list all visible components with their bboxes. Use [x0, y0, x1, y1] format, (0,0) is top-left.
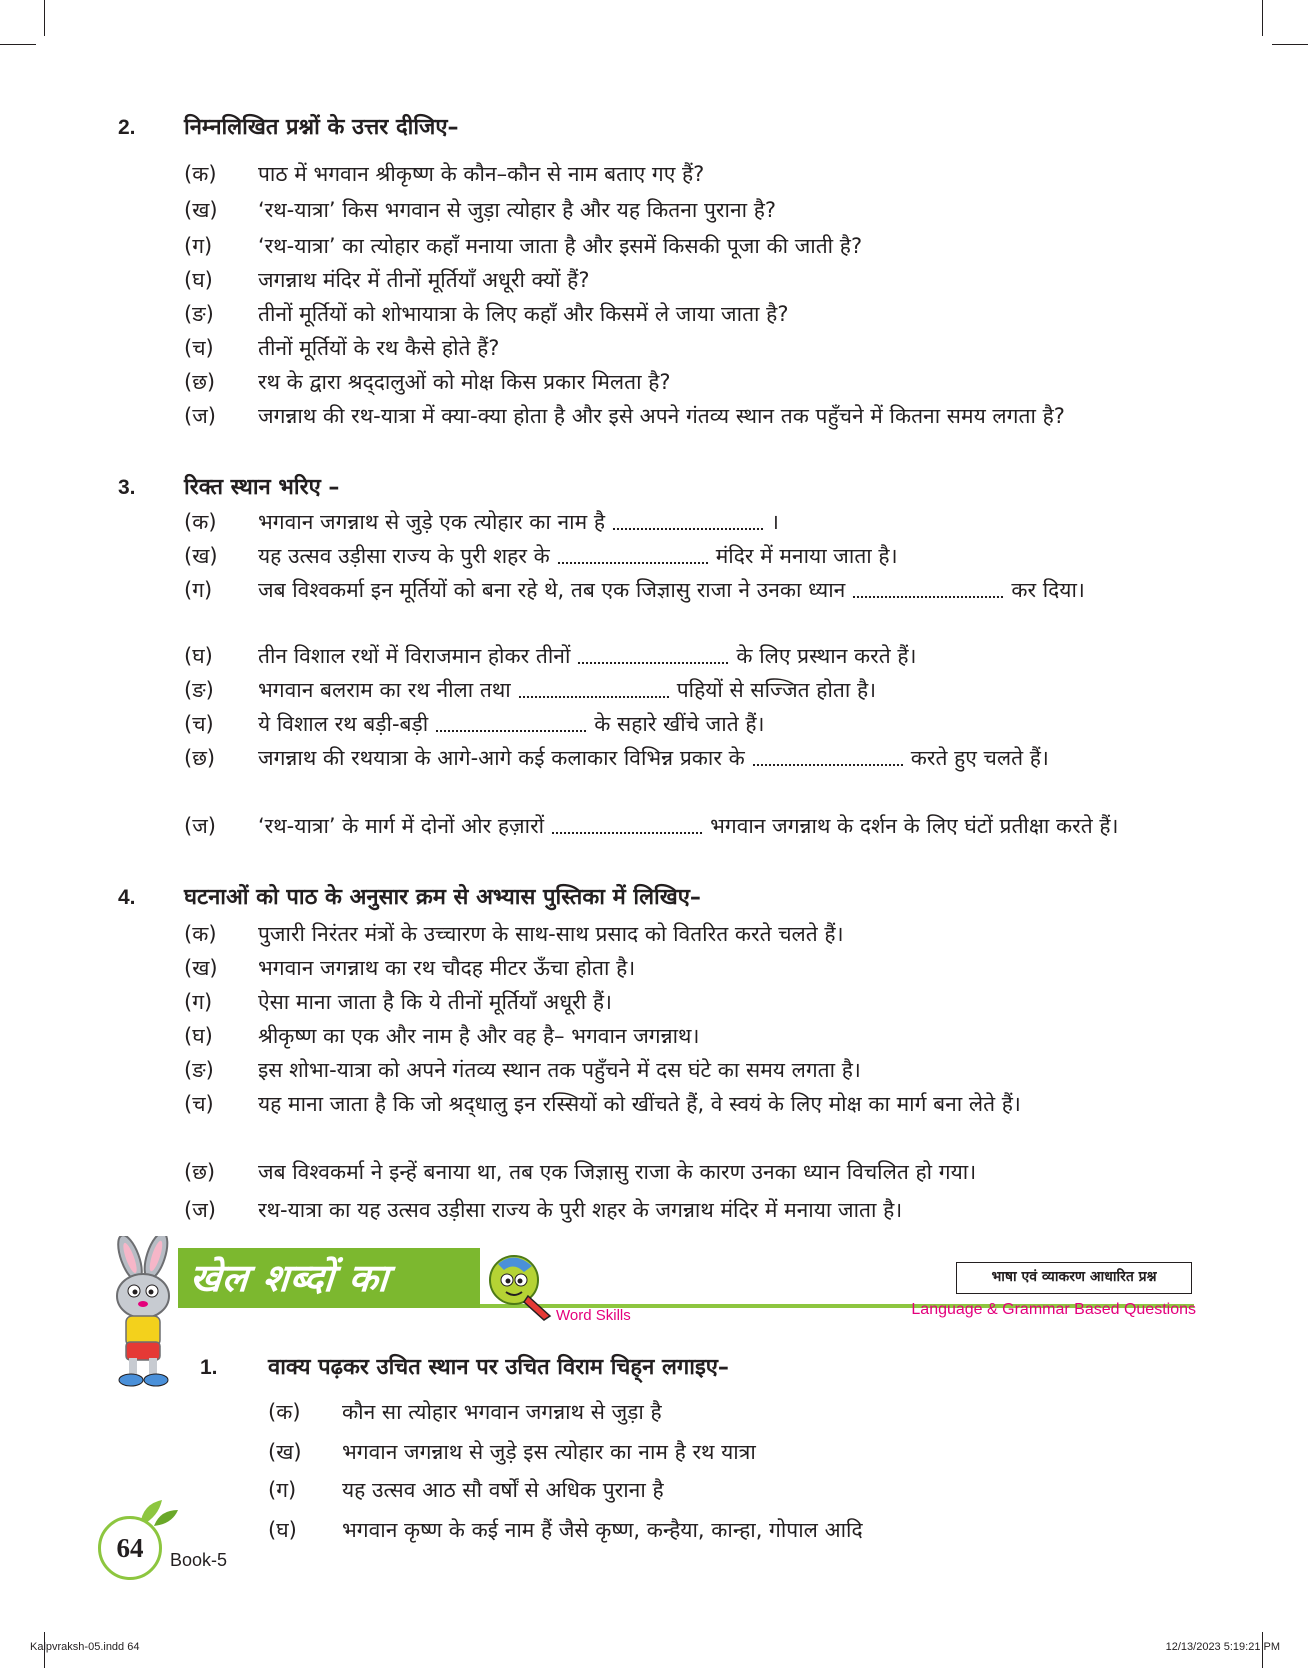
question-text: ऐसा माना जाता है कि ये तीनों मूर्तियाँ अधूरी हैं।	[258, 990, 612, 1014]
question-text: रथ के द्वारा श्रद्‌दालुओं को मोक्ष किस प्रकार मिलता है?	[258, 370, 671, 394]
question-text: जब विश्वकर्मा ने इन्हें बनाया था, तब एक जिज्ञासु राजा के कारण उनका ध्यान विचलित हो गया।	[258, 1160, 977, 1184]
section-number: 3.	[118, 476, 136, 499]
section-title: घटनाओं को पाठ के अनुसार क्रम से अभ्यास पुस्तिका में लिखिए–	[184, 885, 701, 910]
blank-line	[753, 752, 903, 766]
text-before: जब विश्वकर्मा इन मूर्तियों को बना रहे थे, तब एक जिज्ञासु राजा ने उनका ध्यान	[258, 578, 846, 602]
print-slug-date: 12/13/2023 5:19:21 PM	[1165, 1641, 1280, 1653]
question-label: (ज)	[184, 1198, 216, 1222]
question-label: (ज)	[184, 814, 216, 838]
text-after: के सहारे खींचे जाते हैं।	[594, 712, 765, 736]
grammar-tag-hindi: भाषा एवं व्याकरण आधारित प्रश्न	[956, 1262, 1192, 1294]
section-number: 4.	[118, 886, 136, 909]
crop-mark	[0, 44, 36, 45]
blank-line	[519, 684, 669, 698]
text-after: करते हुए चलते हैं।	[910, 746, 1049, 770]
question-text	[258, 540, 1193, 572]
question-label: (घ)	[268, 1518, 297, 1542]
question-text: यह उत्सव आठ सौ वर्षों से अधिक पुराना है	[342, 1478, 664, 1502]
question-label: (क)	[268, 1400, 301, 1424]
text-after: पहियों से सज्जित होता है।	[676, 678, 877, 702]
text-after: ।	[771, 510, 779, 534]
question-text	[258, 506, 1193, 538]
question-text	[258, 708, 1193, 740]
question-label: (घ)	[184, 1024, 213, 1048]
text-after: के लिए प्रस्थान करते हैं।	[736, 644, 917, 668]
question-label: (छ)	[184, 746, 216, 770]
question-label: (छ)	[184, 370, 216, 394]
question-label: (च)	[184, 1092, 214, 1116]
section-title: वाक्य पढ़कर उचित स्थान पर उचित विराम चिह्‌न लगाइए–	[268, 1355, 729, 1380]
question-label: (घ)	[184, 268, 213, 292]
question-text: पाठ में भगवान श्रीकृष्ण के कौन–कौन से नाम बताए गए हैं?	[258, 162, 705, 186]
question-text: तीनों मूर्तियों के रथ कैसे होते हैं?	[258, 336, 500, 360]
question-text: भगवान जगन्नाथ का रथ चौदह मीटर ऊँचा होता है।	[258, 956, 636, 980]
print-slug-file: Kalpvraksh-05.indd 64	[30, 1641, 140, 1653]
question-label: (ख)	[268, 1440, 302, 1464]
question-label: (क)	[184, 510, 217, 534]
word-section-heading	[0, 1350, 1308, 1386]
text-before: भगवान बलराम का रथ नीला तथा	[258, 678, 511, 702]
question-text: ‘रथ-यात्रा’ का त्योहार कहाँ मनाया जाता है और इसमें किसकी पूजा की जाती है?	[258, 234, 863, 258]
question-text	[258, 640, 1193, 672]
blank-line	[578, 650, 728, 664]
question-text: भगवान जगन्नाथ से जुड़े इस त्योहार का नाम है रथ यात्रा	[342, 1440, 756, 1464]
text-after: मंदिर में मनाया जाता है।	[715, 544, 898, 568]
blank-line	[436, 718, 586, 732]
question-label: (ग)	[184, 234, 213, 258]
blank-line	[552, 820, 702, 834]
section-number: 2.	[118, 116, 136, 139]
question-text: पुजारी निरंतर मंत्रों के उच्चारण के साथ-साथ प्रसाद को वितरित करते चलते हैं।	[258, 922, 844, 946]
text-before: भगवान जगन्नाथ से जुड़े एक त्योहार का नाम है	[258, 510, 606, 534]
question-label: (छ)	[184, 1160, 216, 1184]
text-after: भगवान जगन्नाथ के दर्शन के लिए घंटों प्रतीक्षा करते हैं।	[710, 814, 1119, 838]
question-label: (ङ)	[184, 678, 214, 702]
question-label: (ज)	[184, 404, 216, 428]
question-label: (ङ)	[184, 302, 214, 326]
section-number: 1.	[200, 1356, 218, 1379]
question-text	[258, 674, 1193, 706]
question-label: (क)	[184, 922, 217, 946]
question-text: इस शोभा-यात्रा को अपने गंतव्य स्थान तक पहुँचने में दस घंटे का समय लगता है।	[258, 1058, 861, 1082]
question-label: (च)	[184, 712, 214, 736]
question-text	[258, 574, 1193, 606]
question-label: (ग)	[268, 1478, 297, 1502]
text-before: जगन्नाथ की रथयात्रा के आगे-आगे कई कलाकार विभिन्न प्रकार के	[258, 746, 745, 770]
banner-title: खेल शब्दों का	[188, 1256, 391, 1300]
question-label: (घ)	[184, 644, 213, 668]
text-before: ये विशाल रथ बड़ी-बड़ी	[258, 712, 429, 736]
question-text: जगन्नाथ मंदिर में तीनों मूर्तियाँ अधूरी क्यों हैं?	[258, 268, 590, 292]
question-label: (क)	[184, 162, 217, 186]
question-text: ‘रथ-यात्रा’ किस भगवान से जुड़ा त्योहार है और यह कितना पुराना है?	[258, 198, 777, 222]
section-title: रिक्त स्थान भरिए –	[184, 475, 340, 500]
section-title: निम्नलिखित प्रश्नों के उत्तर दीजिए–	[184, 115, 459, 140]
question-text: श्रीकृष्ण का एक और नाम है और वह है– भगवान जगन्नाथ।	[258, 1024, 700, 1048]
question-text: यह माना जाता है कि जो श्रद्‌धालु इन रस्सियों को खींचते हैं, वे स्वयं के लिए मोक्ष का मार्ग बना लेते हैं।	[258, 1092, 1021, 1116]
question-label: (च)	[184, 336, 214, 360]
question-label: (ग)	[184, 578, 213, 602]
text-before: यह उत्सव उड़ीसा राज्य के पुरी शहर के	[258, 544, 550, 568]
blank-line	[613, 516, 763, 530]
question-label: (ङ)	[184, 1058, 214, 1082]
question-label: (ख)	[184, 198, 218, 222]
question-text	[258, 742, 1193, 774]
question-text: कौन सा त्योहार भगवान जगन्नाथ से जुड़ा है	[342, 1400, 662, 1424]
crop-mark	[1262, 0, 1263, 36]
question-label: (ख)	[184, 956, 218, 980]
crop-mark	[1272, 44, 1308, 45]
question-text: जगन्नाथ की रथ-यात्रा में क्या-क्या होता है और इसे अपने गंतव्य स्थान तक पहुँचने में कितना समय लगता है?	[258, 404, 1065, 428]
pencil-mascot-icon	[484, 1252, 556, 1322]
word-skills-label: Word Skills	[556, 1307, 631, 1324]
blank-line	[558, 550, 708, 564]
question-text: रथ-यात्रा का यह उत्सव उड़ीसा राज्य के पुरी शहर के जगन्नाथ मंदिर में मनाया जाता है।	[258, 1198, 903, 1222]
question-text: भगवान कृष्ण के कई नाम हैं जैसे कृष्ण, कन्हैया, कान्हा, गोपाल आदि	[342, 1518, 863, 1542]
question-text	[258, 810, 1193, 842]
question-label: (ख)	[184, 544, 218, 568]
text-after: कर दिया।	[1011, 578, 1085, 602]
question-text: तीनों मूर्तियों को शोभायात्रा के लिए कहाँ और किसमें ले जाया जाता है?	[258, 302, 789, 326]
grammar-tag-english: Language & Grammar Based Questions	[911, 1301, 1196, 1318]
crop-mark	[44, 0, 45, 36]
text-before: तीन विशाल रथों में विराजमान होकर तीनों	[258, 644, 571, 668]
text-before: ‘रथ-यात्रा’ के मार्ग में दोनों ओर हज़ारों	[258, 814, 545, 838]
book-label: Book-5	[170, 1550, 228, 1570]
blank-line	[853, 584, 1003, 598]
page-number: 64	[98, 1516, 162, 1580]
question-label: (ग)	[184, 990, 213, 1014]
